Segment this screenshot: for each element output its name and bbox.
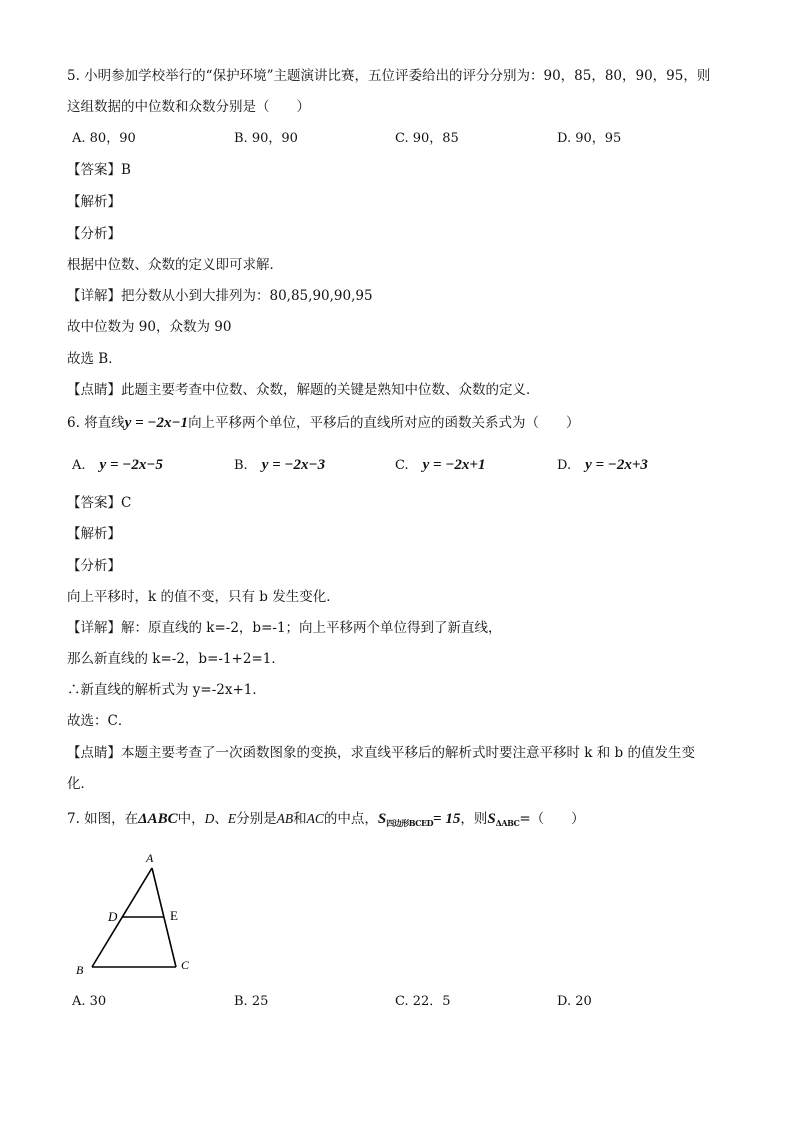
q5-answer: 【答案】B bbox=[67, 162, 131, 178]
q6-solution-line3: ∴新直线的解析式为 y=-2x+1． bbox=[67, 682, 266, 698]
q6-option-c-letter: C. bbox=[395, 458, 409, 473]
q6-xiangjie: 【详解】解：原直线的 k=-2，b=-1；向上平移两个单位得到了新直线， bbox=[67, 620, 502, 636]
vertex-label-e: E bbox=[170, 908, 178, 923]
q5-stem-line1: 5. 小明参加学校举行的“保护环境”主题演讲比赛，五位评委给出的评分分别为：90，85，80，90，95，则 bbox=[67, 68, 711, 84]
q5-option-b: B. 90，90 bbox=[234, 131, 298, 146]
q5-dianjing: 【点睛】此题主要考查中位数、众数，解题的关键是熟知中位数、众数的定义． bbox=[67, 382, 540, 398]
q7-point-e: E bbox=[227, 811, 237, 826]
q6-option-a-expr: y = −2x−5 bbox=[99, 457, 163, 473]
q5-xiangjie: 【详解】把分数从小到大排列为：80,85,90,90,95 bbox=[67, 288, 373, 304]
q7-stem-mid4: ，则 bbox=[460, 811, 488, 827]
q7-area-tri-subscript: ΔABC bbox=[495, 818, 520, 828]
q7-option-b: B. 25 bbox=[234, 994, 269, 1009]
q6-option-b bbox=[234, 456, 325, 475]
q6-option-d bbox=[557, 456, 648, 475]
vertex-label-a: A bbox=[146, 851, 154, 865]
q7-triangle-figure bbox=[70, 845, 210, 980]
q7-segment-ab: AB bbox=[276, 811, 294, 826]
q7-area-tri-symbol: S bbox=[487, 811, 496, 827]
q6-option-c bbox=[395, 456, 485, 475]
q6-jiexi-heading: 【解析】 bbox=[67, 526, 121, 542]
q6-stem-suffix: 向上平移两个单位，平移后的直线所对应的函数关系式为（ ） bbox=[188, 415, 580, 431]
q6-option-d-letter: D. bbox=[557, 458, 572, 473]
q6-option-b-expr: y = −2x−3 bbox=[261, 457, 326, 473]
q5-solution-line2: 故中位数为 90，众数为 90 bbox=[67, 319, 232, 335]
q7-area-quad-value: = 15 bbox=[433, 811, 461, 827]
q7-triangle-label: ΔABC bbox=[138, 811, 178, 827]
q7-area-quad-subscript: 四边形BCED bbox=[386, 818, 434, 828]
q7-stem-mid2: 分别是 bbox=[236, 811, 277, 827]
q7-option-d: D. 20 bbox=[557, 994, 592, 1009]
q5-option-c: C. 90，85 bbox=[395, 131, 459, 146]
q6-stem-prefix: 6. 将直线 bbox=[67, 415, 125, 431]
q6-option-b-letter: B. bbox=[234, 458, 248, 473]
q7-stem-mid3: 的中点， bbox=[323, 811, 378, 827]
q7-sep: 、 bbox=[214, 811, 228, 827]
q5-stem-line2: 这组数据的中位数和众数分别是（ ） bbox=[67, 99, 310, 115]
q6-stem bbox=[67, 414, 580, 432]
q7-option-a: A. 30 bbox=[72, 994, 107, 1009]
q5-option-d: D. 90，95 bbox=[557, 131, 622, 146]
vertex-label-b: B bbox=[76, 963, 84, 977]
q6-fenxi-text: 向上平移时，k 的值不变，只有 b 发生变化． bbox=[67, 589, 340, 605]
q7-stem-prefix: 7. 如图，在 bbox=[67, 811, 139, 827]
q5-option-a: A. 80，90 bbox=[72, 131, 136, 146]
q7-and: 和 bbox=[293, 811, 307, 827]
q7-point-d: D bbox=[204, 811, 215, 826]
q6-option-a bbox=[72, 456, 163, 475]
q6-option-c-expr: y = −2x+1 bbox=[422, 457, 486, 473]
q7-stem-mid1: 中， bbox=[177, 811, 205, 827]
q7-stem bbox=[67, 810, 585, 832]
q6-solution-line4: 故选：C． bbox=[67, 713, 132, 729]
q6-answer: 【答案】C bbox=[67, 495, 132, 511]
q6-dianjing-line1: 【点睛】本题主要考查了一次函数图象的变换，求直线平移后的解析式时要注意平移时 k 和 b 的值发生变 bbox=[67, 745, 695, 761]
q7-stem-suffix: =（ ） bbox=[519, 811, 585, 827]
q6-fenxi-heading: 【分析】 bbox=[67, 558, 121, 574]
vertex-label-c: C bbox=[181, 958, 190, 972]
q5-jiexi-heading: 【解析】 bbox=[67, 194, 121, 210]
vertex-label-d: D bbox=[108, 909, 118, 924]
q6-stem-equation: y = −2x−1 bbox=[124, 415, 189, 431]
q5-solution-line3: 故选 B． bbox=[67, 351, 122, 367]
q7-area-quad-symbol: S bbox=[377, 811, 387, 827]
q5-fenxi-heading: 【分析】 bbox=[67, 226, 121, 242]
q6-dianjing-line2: 化． bbox=[67, 776, 94, 792]
q6-option-a-letter: A. bbox=[72, 458, 86, 473]
q6-solution-line2: 那么新直线的 k=-2，b=-1+2=1． bbox=[67, 651, 285, 667]
q5-fenxi-text: 根据中位数、众数的定义即可求解． bbox=[67, 257, 283, 273]
q6-option-d-expr: y = −2x+3 bbox=[585, 457, 648, 473]
q7-segment-ac: AC bbox=[306, 811, 324, 826]
q7-option-c: C. 22．5 bbox=[395, 994, 451, 1009]
